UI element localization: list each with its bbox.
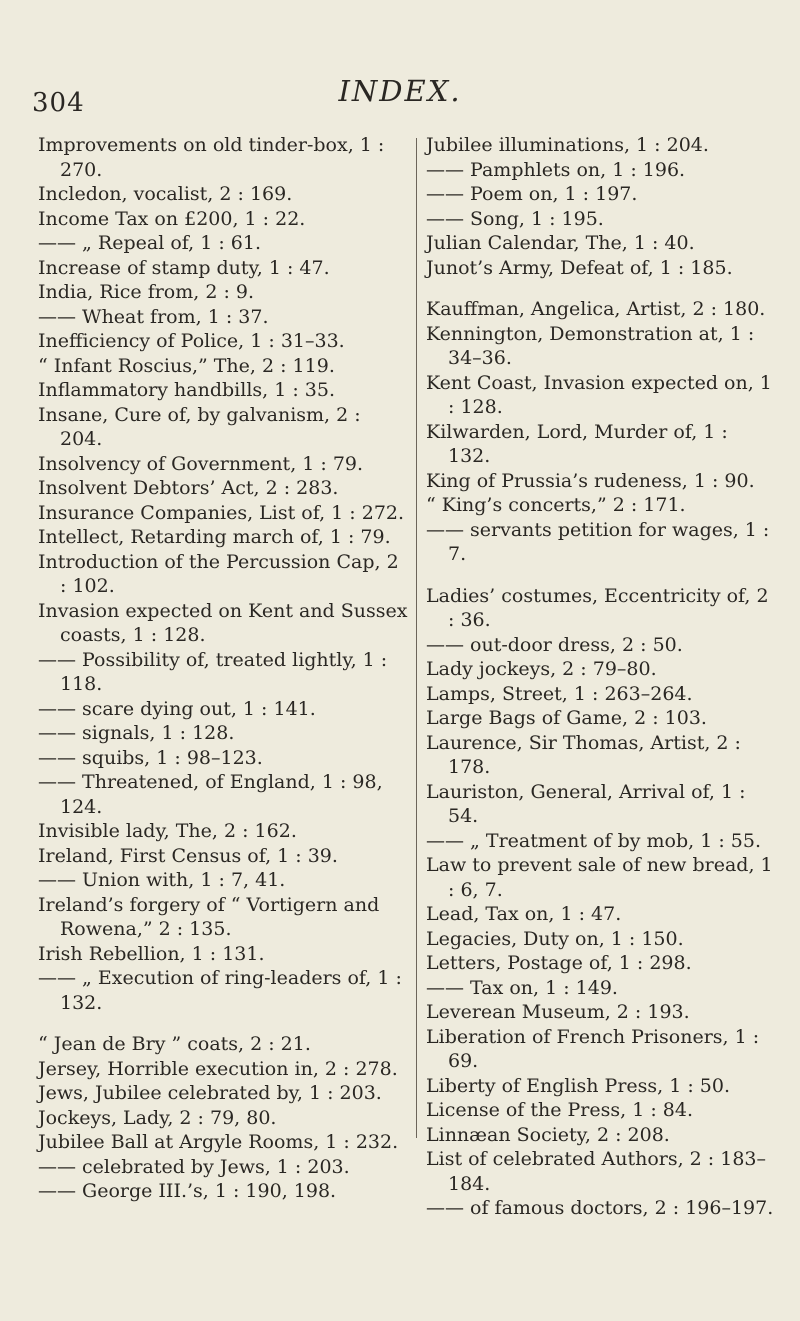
index-entry: Jubilee Ball at Argyle Rooms, 1 : 232. — [38, 1131, 399, 1153]
index-entry: —— squibs, 1 : 98–123. — [38, 746, 263, 769]
index-entry: —— celebrated by Jews, 1 : 203. — [38, 1155, 350, 1178]
index-entry: “ Infant Roscius,” The, 2 : 119. — [38, 354, 335, 377]
index-entry: —— „ Repeal of, 1 : 61. — [38, 232, 261, 254]
index-entry: Law to prevent sale of new bread, 1 : 6, 7. — [426, 854, 773, 901]
index-entry: Jockeys, Lady, 2 : 79, 80. — [38, 1106, 277, 1129]
index-entry: —— Pamphlets on, 1 : 196. — [426, 158, 686, 181]
index-entry: —— Threatened, of England, 1 : 98, 124. — [38, 771, 383, 818]
index-entry: “ Jean de Bry ” coats, 2 : 21. — [38, 1033, 311, 1055]
index-entry: Kent Coast, Invasion expected on, 1 : 128. — [426, 371, 772, 418]
index-entry: Lead, Tax on, 1 : 47. — [426, 903, 622, 925]
index-entry: License of the Press, 1 : 84. — [426, 1099, 693, 1121]
index-entry: —— scare dying out, 1 : 141. — [38, 697, 316, 720]
index-entry: —— George III.’s, 1 : 190, 198. — [38, 1180, 337, 1202]
index-entry: Inefficiency of Police, 1 : 31–33. — [38, 330, 345, 352]
index-entry: Liberation of French Prisoners, 1 : 69. — [426, 1025, 760, 1072]
index-entry: Insurance Companies, List of, 1 : 272. — [38, 501, 405, 524]
index-entry: Introduction of the Percussion Cap, 2 : 102. — [38, 550, 399, 597]
index-entry: —— of famous doctors, 2 : 196–197. — [426, 1197, 774, 1219]
index-entry: Laurence, Sir Thomas, Artist, 2 : 178. — [426, 731, 741, 778]
index-entry: Insolvency of Government, 1 : 79. — [38, 452, 364, 475]
index-entry: Invasion expected on Kent and Sussex coasts, 1 : 128. — [38, 599, 408, 646]
index-entry: Leverean Museum, 2 : 193. — [426, 1001, 690, 1023]
index-entry: —— servants petition for wages, 1 : 7. — [426, 518, 770, 565]
index-entry: Linnæan Society, 2 : 208. — [426, 1123, 670, 1146]
index-entry: Large Bags of Game, 2 : 103. — [426, 707, 707, 729]
index-entry: Intellect, Retarding march of, 1 : 79. — [38, 526, 391, 548]
index-entry: “ King’s concerts,” 2 : 171. — [426, 494, 686, 516]
index-entry: —— Song, 1 : 195. — [426, 207, 604, 230]
index-entry: Julian Calendar, The, 1 : 40. — [426, 232, 695, 254]
index-entry: Inflammatory handbills, 1 : 35. — [38, 379, 336, 401]
index-entry: Incledon, vocalist, 2 : 169. — [38, 183, 293, 205]
index-entry: Increase of stamp duty, 1 : 47. — [38, 256, 330, 279]
index-entry: —— Union with, 1 : 7, 41. — [38, 869, 286, 891]
index-entry: —— Possibility of, treated lightly, 1 : 118. — [38, 648, 388, 695]
page-number: 304 — [32, 88, 85, 118]
index-entry: Kennington, Demonstration at, 1 : 34–36. — [426, 322, 755, 369]
left-index-column — [38, 133, 408, 1204]
index-entry: Legacies, Duty on, 1 : 150. — [426, 927, 684, 950]
index-entry: Invisible lady, The, 2 : 162. — [38, 820, 297, 842]
index-entry: —— out-door dress, 2 : 50. — [426, 633, 683, 656]
index-entry: Jews, Jubilee celebrated by, 1 : 203. — [38, 1082, 382, 1104]
index-entry: Improvements on old tinder-box, 1 : 270. — [38, 134, 385, 181]
index-entry: Letters, Postage of, 1 : 298. — [426, 952, 692, 974]
index-entry: Lauriston, General, Arrival of, 1 : 54. — [426, 780, 746, 827]
index-entry: Ladies’ costumes, Eccentricity of, 2 : 36. — [426, 584, 769, 631]
index-entry: Kauffman, Angelica, Artist, 2 : 180. — [426, 298, 766, 320]
column-divider — [416, 138, 417, 1138]
index-entry: Junot’s Army, Defeat of, 1 : 185. — [426, 256, 733, 279]
index-entry: Ireland’s forgery of “ Vortigern and Rowena,” 2 : 135. — [38, 893, 380, 940]
index-entry: India, Rice from, 2 : 9. — [38, 281, 255, 303]
index-entry: —— „ Execution of ring-leaders of, 1 : 132. — [38, 967, 402, 1014]
index-entry: Ireland, First Census of, 1 : 39. — [38, 844, 338, 867]
index-entry: —— signals, 1 : 128. — [38, 722, 235, 744]
index-entry: Insane, Cure of, by galvanism, 2 : 204. — [38, 403, 361, 450]
index-entry: List of celebrated Authors, 2 : 183–184. — [426, 1148, 767, 1195]
index-entry: Income Tax on £200, 1 : 22. — [38, 207, 306, 230]
running-title: INDEX. — [338, 74, 462, 108]
index-entry: Liberty of English Press, 1 : 50. — [426, 1074, 731, 1097]
index-entry: Irish Rebellion, 1 : 131. — [38, 942, 265, 965]
index-entry: Insolvent Debtors’ Act, 2 : 283. — [38, 477, 339, 499]
index-entry: Jersey, Horrible execution in, 2 : 278. — [38, 1057, 398, 1080]
index-entry: —— Wheat from, 1 : 37. — [38, 305, 269, 328]
index-entry: Kilwarden, Lord, Murder of, 1 : 132. — [426, 420, 728, 467]
index-entry: Lady jockeys, 2 : 79–80. — [426, 658, 657, 680]
right-index-column — [426, 133, 776, 1221]
index-entry: —— Tax on, 1 : 149. — [426, 976, 618, 999]
index-entry: Lamps, Street, 1 : 263–264. — [426, 682, 693, 705]
index-entry: —— „ Treatment of by mob, 1 : 55. — [426, 829, 761, 852]
index-entry: King of Prussia’s rudeness, 1 : 90. — [426, 469, 755, 492]
index-entry: —— Poem on, 1 : 197. — [426, 183, 638, 205]
index-entry: Jubilee illuminations, 1 : 204. — [426, 134, 709, 156]
